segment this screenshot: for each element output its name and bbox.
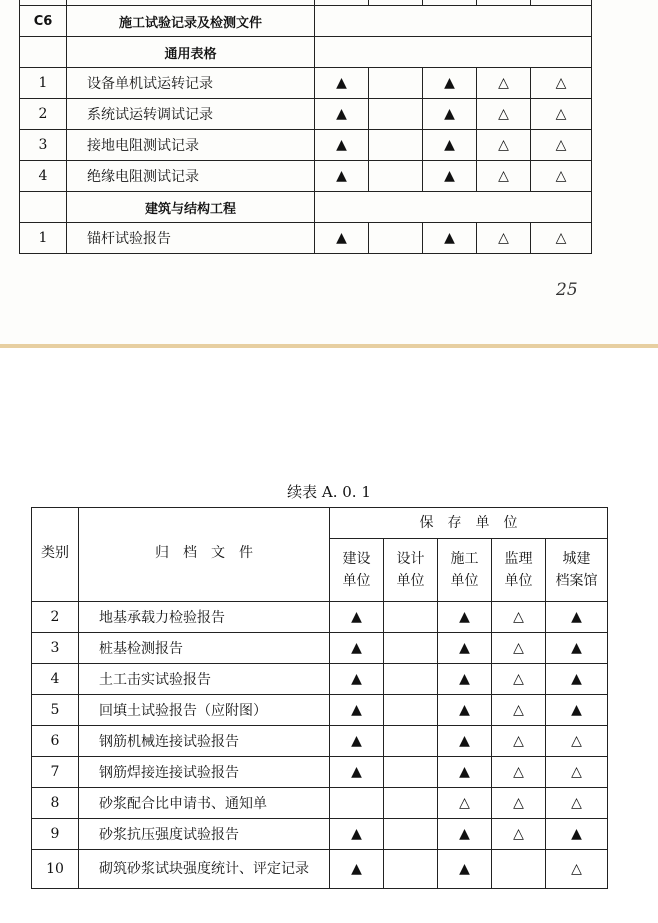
keeper-mark: △ xyxy=(492,664,546,695)
header-unit: 设计 单位 xyxy=(384,539,438,602)
table-row xyxy=(20,223,592,254)
keeper-mark: ▲ xyxy=(330,726,384,757)
header-unit: 监理 单位 xyxy=(492,539,546,602)
row-number: 3 xyxy=(20,130,67,161)
row-number: 8 xyxy=(32,788,79,819)
keeper-mark: △ xyxy=(546,788,608,819)
row-number: 2 xyxy=(32,602,79,633)
keeper-mark: △ xyxy=(531,223,592,254)
keeper-mark: ▲ xyxy=(330,633,384,664)
keeper-mark: △ xyxy=(546,726,608,757)
keeper-mark xyxy=(369,130,423,161)
table-row xyxy=(32,819,608,850)
row-number: 7 xyxy=(32,757,79,788)
keeper-mark: ▲ xyxy=(546,664,608,695)
keeper-mark: ▲ xyxy=(330,695,384,726)
keeper-mark: △ xyxy=(531,130,592,161)
table-row xyxy=(32,633,608,664)
keeper-mark: △ xyxy=(477,99,531,130)
keeper-mark xyxy=(384,726,438,757)
table-row xyxy=(20,161,592,192)
archive-table-lower xyxy=(31,507,608,889)
keeper-mark: ▲ xyxy=(423,223,477,254)
keeper-mark: △ xyxy=(492,726,546,757)
keeper-mark xyxy=(384,633,438,664)
document-name: 桩基检测报告 xyxy=(79,633,330,664)
keeper-mark xyxy=(384,819,438,850)
row-number: 9 xyxy=(32,819,79,850)
document-name: 砂浆配合比申请书、通知单 xyxy=(79,788,330,819)
keeper-mark xyxy=(384,788,438,819)
table-row xyxy=(32,850,608,889)
page-number: 25 xyxy=(556,280,578,300)
keeper-mark xyxy=(384,695,438,726)
keeper-mark xyxy=(492,850,546,889)
keeper-mark xyxy=(369,161,423,192)
keeper-mark: △ xyxy=(492,695,546,726)
row-number: 1 xyxy=(20,223,67,254)
keeper-mark: △ xyxy=(477,161,531,192)
keeper-mark xyxy=(369,68,423,99)
document-name: 地基承载力检验报告 xyxy=(79,602,330,633)
keeper-mark: ▲ xyxy=(438,819,492,850)
keeper-mark: ▲ xyxy=(423,161,477,192)
row-number: 6 xyxy=(32,726,79,757)
keeper-mark: △ xyxy=(546,757,608,788)
keeper-mark: △ xyxy=(531,99,592,130)
keeper-mark xyxy=(369,99,423,130)
table-row xyxy=(20,68,592,99)
keeper-mark: ▲ xyxy=(546,695,608,726)
row-number: 4 xyxy=(32,664,79,695)
category-row xyxy=(20,6,592,37)
document-name: 设备单机试运转记录 xyxy=(67,68,315,99)
group-row xyxy=(20,37,592,68)
header-unit: 施工 单位 xyxy=(438,539,492,602)
keeper-mark: △ xyxy=(492,633,546,664)
keeper-mark xyxy=(384,664,438,695)
document-name: 砌筑砂浆试块强度统计、评定记录 xyxy=(79,850,330,889)
keeper-mark: ▲ xyxy=(330,664,384,695)
keeper-mark: ▲ xyxy=(438,695,492,726)
row-number: 1 xyxy=(20,68,67,99)
keeper-mark: ▲ xyxy=(315,223,369,254)
row-number: 2 xyxy=(20,99,67,130)
category-code: C6 xyxy=(20,6,67,37)
keeper-mark: ▲ xyxy=(315,68,369,99)
document-name: 系统试运转调试记录 xyxy=(67,99,315,130)
header-unit: 城建 档案馆 xyxy=(546,539,608,602)
group-row xyxy=(20,192,592,223)
keeper-mark: ▲ xyxy=(315,130,369,161)
keeper-mark: ▲ xyxy=(315,99,369,130)
rows-body xyxy=(32,602,608,889)
row-number: 3 xyxy=(32,633,79,664)
table-row xyxy=(32,788,608,819)
keeper-mark: ▲ xyxy=(438,726,492,757)
keeper-mark: ▲ xyxy=(423,130,477,161)
keeper-mark: △ xyxy=(546,850,608,889)
table-row xyxy=(32,695,608,726)
keeper-mark: △ xyxy=(531,68,592,99)
keeper-mark: △ xyxy=(492,788,546,819)
keeper-mark: △ xyxy=(477,130,531,161)
keeper-mark: ▲ xyxy=(330,602,384,633)
keeper-mark: ▲ xyxy=(423,68,477,99)
keeper-mark xyxy=(384,602,438,633)
keeper-mark: ▲ xyxy=(546,602,608,633)
table-row xyxy=(32,757,608,788)
keeper-mark: ▲ xyxy=(330,757,384,788)
category-title: 施工试验记录及检测文件 xyxy=(67,6,315,37)
document-name: 接地电阻测试记录 xyxy=(67,130,315,161)
header-row xyxy=(32,508,608,539)
keeper-mark xyxy=(330,788,384,819)
keeper-mark: ▲ xyxy=(330,819,384,850)
keeper-mark: △ xyxy=(492,602,546,633)
keeper-mark: ▲ xyxy=(315,161,369,192)
header-unit: 建设 单位 xyxy=(330,539,384,602)
keeper-mark: ▲ xyxy=(546,633,608,664)
table-row xyxy=(32,726,608,757)
keeper-mark: △ xyxy=(492,757,546,788)
header-document: 归 档 文 件 xyxy=(79,508,330,602)
document-name: 砂浆抗压强度试验报告 xyxy=(79,819,330,850)
header-category: 类别 xyxy=(32,508,79,602)
group-title: 建筑与结构工程 xyxy=(67,192,315,223)
group1-body xyxy=(20,68,592,192)
row-number: 4 xyxy=(20,161,67,192)
keeper-mark: △ xyxy=(438,788,492,819)
table-row xyxy=(20,99,592,130)
keeper-mark: △ xyxy=(477,68,531,99)
document-name: 回填土试验报告（应附图） xyxy=(79,695,330,726)
keeper-mark: ▲ xyxy=(438,850,492,889)
row-number: 10 xyxy=(32,850,79,889)
document-name: 绝缘电阻测试记录 xyxy=(67,161,315,192)
document-name: 土工击实试验报告 xyxy=(79,664,330,695)
document-name: 钢筋焊接连接试验报告 xyxy=(79,757,330,788)
keeper-mark: ▲ xyxy=(438,757,492,788)
group2-body xyxy=(20,223,592,254)
table-row xyxy=(32,602,608,633)
keeper-mark xyxy=(384,850,438,889)
keeper-mark: △ xyxy=(531,161,592,192)
document-name: 钢筋机械连接试验报告 xyxy=(79,726,330,757)
table-row xyxy=(32,664,608,695)
keeper-mark xyxy=(384,757,438,788)
keeper-mark xyxy=(369,223,423,254)
group-title: 通用表格 xyxy=(67,37,315,68)
table-caption: 续表 A. 0. 1 xyxy=(287,483,371,501)
keeper-mark: ▲ xyxy=(438,633,492,664)
document-name: 锚杆试验报告 xyxy=(67,223,315,254)
keeper-mark: △ xyxy=(477,223,531,254)
row-number: 5 xyxy=(32,695,79,726)
keeper-mark: ▲ xyxy=(438,602,492,633)
keeper-mark: ▲ xyxy=(423,99,477,130)
keeper-mark: ▲ xyxy=(546,819,608,850)
archive-table-upper xyxy=(19,0,592,254)
keeper-mark: ▲ xyxy=(330,850,384,889)
table-row xyxy=(20,130,592,161)
keeper-mark: ▲ xyxy=(438,664,492,695)
header-keepers: 保 存 单 位 xyxy=(330,508,608,539)
keeper-mark: △ xyxy=(492,819,546,850)
